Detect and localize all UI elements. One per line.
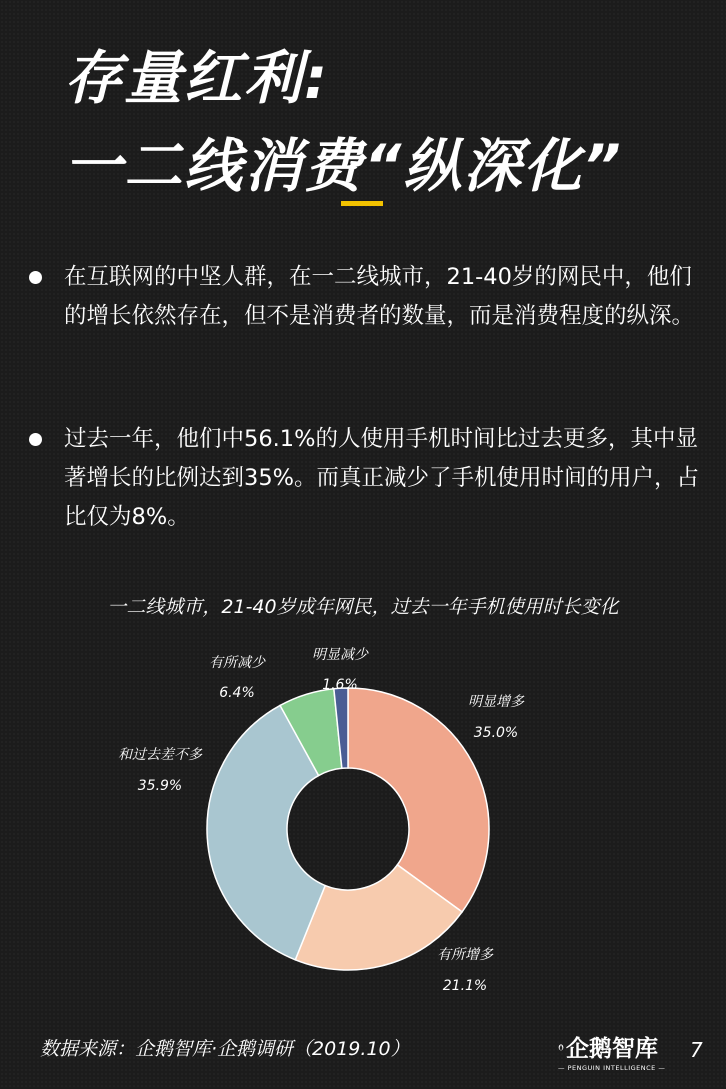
data-source: 数据来源：企鹅智库·企鹅调研（2019.10）	[40, 1038, 410, 1060]
slice-value-3: 35.9%	[137, 778, 183, 794]
page-number: 7	[690, 1038, 703, 1062]
penguin-icon	[558, 1036, 564, 1058]
logo-subtitle: — PENGUIN INTELLIGENCE —	[558, 1064, 666, 1072]
slice-label-3: 和过去差不多	[118, 747, 202, 763]
slice-1	[348, 688, 489, 912]
chart-title: 一二线城市，21-40岁成年网民，过去一年手机使用时长变化	[107, 596, 619, 618]
slice-label-1: 明显增多	[468, 694, 524, 710]
slice-value-5: 1.6%	[322, 677, 358, 693]
slice-label-5: 明显减少	[312, 647, 368, 663]
bullet-text-2: 过去一年，他们中56.1%的人使用手机时间比过去更多，其中显著增长的比例达到35%。而真正减少了手机使用时间的用户，占比仅为8%。	[64, 426, 700, 530]
bullet-text-1: 在互联网的中坚人群，在一二线城市，21-40岁的网民中，他们的增长依然存在，但不是消费者的数量，而是消费程度的纵深。	[64, 264, 695, 329]
slice-label-4: 有所减少	[209, 655, 265, 671]
slice-label-2: 有所增多	[437, 947, 493, 963]
penguin-intelligence-logo	[558, 1030, 666, 1072]
slice-value-1: 35.0%	[473, 725, 519, 741]
slice-value-2: 21.1%	[442, 978, 488, 994]
logo-text: 企鹅智库	[566, 1036, 658, 1062]
title-line-1: 存量红利:	[64, 44, 330, 112]
title-line-2: 一二线消费“纵深化”	[64, 132, 623, 200]
slice-value-4: 6.4%	[219, 685, 255, 701]
